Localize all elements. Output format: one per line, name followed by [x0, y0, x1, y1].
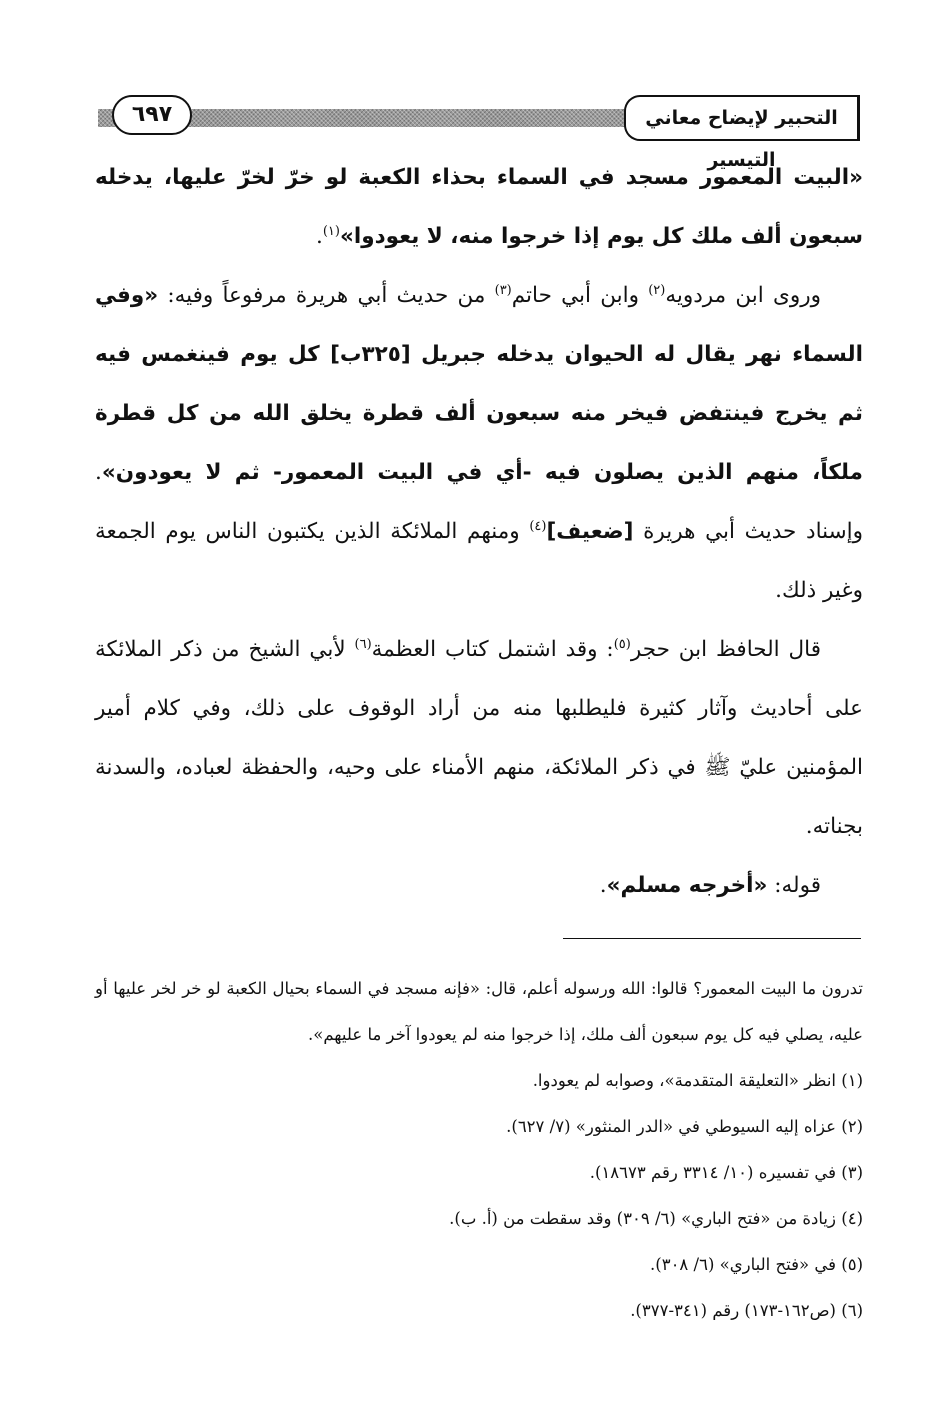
text-run: . [599, 873, 607, 898]
footnote-ref-4: (٤) [529, 518, 547, 534]
running-header [98, 95, 860, 171]
page-number: ٦٩٧ [112, 95, 192, 135]
paragraph-1 [95, 148, 863, 266]
text-run: وابن أبي حاتم [511, 283, 649, 308]
hadith-quote: «البيت المعمور مسجد في السماء بحذاء الكعبة لو خرّ لخرّ عليها، يدخله سبعون ألف ملك كل يوم إذا خرجوا منه، لا يعودوا» [95, 165, 863, 249]
text-run: . وإسناد حديث أبي هريرة [95, 460, 863, 544]
grading-label: [ضعيف] [546, 519, 634, 544]
text-run: قال الحافظ ابن حجر [630, 637, 822, 662]
footnotes [95, 966, 863, 1334]
footnote-ref-2: (٢) [648, 282, 666, 298]
quoted-phrase: «أخرجه مسلم» [606, 873, 768, 898]
footnote-6: (٦) (ص١٦٢-١٧٣) رقم (٣٤١-٣٧٧). [630, 1301, 863, 1320]
footnote-1: (١) انظر «التعليقة المتقدمة»، وصوابه لم يعودوا. [532, 1071, 863, 1090]
text-run: لأبي الشيخ من ذكر الملائكة على أحاديث وآثار كثيرة فليطلبها منه من أراد الوقوف على ذلك، وفي كلام أمير المؤمنين عليّ ﷺ في ذكر الملائكة، منهم الأمناء على وحيه، والحفظة لعباده، والسدنة بجناته. [95, 637, 863, 839]
footnote-ref-6: (٦) [354, 636, 372, 652]
footnote-ref-1: (١) [322, 223, 340, 239]
book-title: التحبير لإيضاح معاني التيسير [624, 95, 860, 141]
footnote-3: (٣) في تفسيره (١٠/ ٣٣١٤ رقم ١٨٦٧٣). [589, 1163, 863, 1182]
footnote-4: (٤) زيادة من «فتح الباري» (٦/ ٣٠٩) وقد سقطت من (أ. ب). [449, 1209, 863, 1228]
main-text [95, 148, 863, 915]
text-run: ومنهم الملائكة الذين يكتبون الناس يوم الجمعة وغير ذلك. [95, 519, 863, 603]
period: . [315, 224, 323, 249]
text-run: وروى ابن مردويه [665, 283, 821, 308]
paragraph-3 [95, 620, 863, 856]
footnote-2: (٢) عزاه إليه السيوطي في «الدر المنثور» (٧/ ٦٢٧). [506, 1117, 863, 1136]
footnote-5: (٥) في «فتح الباري» (٦/ ٣٠٨). [650, 1255, 863, 1274]
text-run: قوله: [767, 873, 821, 898]
footnote-continuation: تدرون ما البيت المعمور؟ قالوا: الله ورسوله أعلم، قال: «فإنه مسجد في السماء بحيال الكعبة لو خر لخر عليها أو عليه، يصلي فيه كل يوم سبعون ألف ملك، إذا خرجوا منه لم يعودوا آخر ما عليهم». [95, 979, 863, 1044]
text-run: من حديث أبي هريرة مرفوعاً وفيه: [158, 283, 495, 308]
paragraph-4 [95, 856, 863, 915]
footnote-separator [563, 938, 861, 939]
text-run: : وقد اشتمل كتاب العظمة [371, 637, 614, 662]
paragraph-2 [95, 266, 863, 620]
hadith-quote: «وفي السماء نهر يقال له الحيوان يدخله جبريل [٣٢٥ب] كل يوم فينغمس فيه ثم يخرج فينتفض فيخر منه سبعون ألف قطرة يخلق الله من كل قطرة ملكاً، منهم الذين يصلون فيه -أي في البيت المعمور- ثم لا يعودون» [95, 283, 863, 485]
footnote-ref-3: (٣) [494, 282, 512, 298]
footnote-ref-5: (٥) [613, 636, 631, 652]
